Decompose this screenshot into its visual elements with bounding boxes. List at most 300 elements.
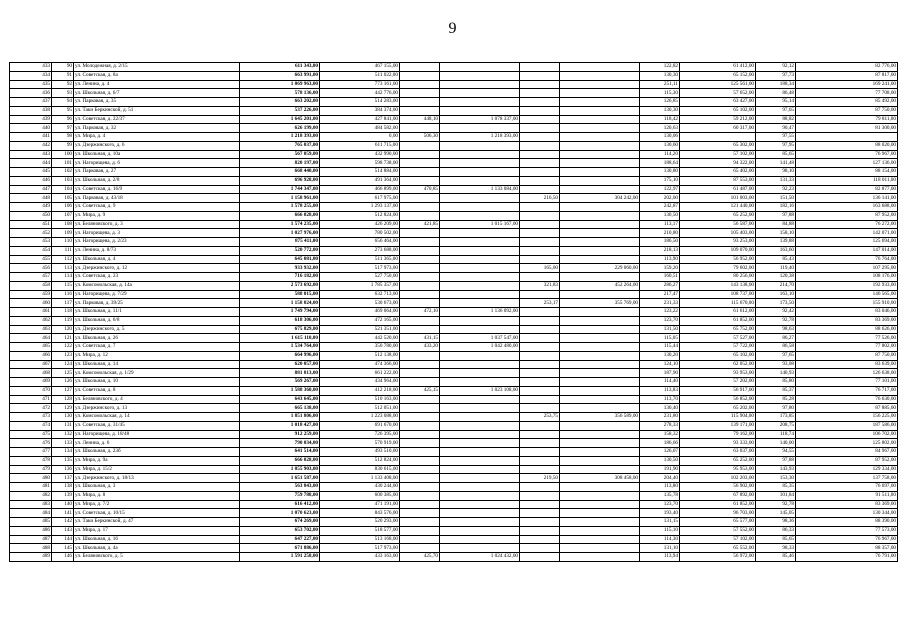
table-cell: 186,66: [640, 439, 680, 448]
table-cell: 65 102,00: [680, 351, 756, 360]
table-cell: [400, 456, 440, 465]
table-cell: 116: [52, 290, 74, 299]
table-cell: 165,00: [520, 264, 560, 273]
table-cell: [560, 439, 640, 448]
table-cell: 101: [52, 159, 74, 168]
table-cell: 126,85: [640, 98, 680, 107]
table-cell: [520, 316, 560, 325]
table-cell: 85,46: [756, 553, 796, 562]
table-row: [10, 238, 898, 247]
table-cell: [400, 395, 440, 404]
table-cell: 1 223 088,00: [320, 413, 400, 422]
table-cell: 432 990,00: [320, 150, 400, 159]
table-cell: ул. Школьная, д. 6/8: [74, 316, 240, 325]
table-cell: 130,06: [640, 133, 680, 142]
table-cell: 100: [52, 150, 74, 159]
table-cell: 1 070 623,00: [240, 509, 320, 518]
table-cell: 472,10: [400, 308, 440, 317]
table-cell: 253,75: [520, 413, 560, 422]
table-cell: 467 155,00: [320, 63, 400, 72]
table-cell: 273 688,00: [320, 246, 400, 255]
table-cell: 82 877,00: [796, 185, 898, 194]
table-cell: [440, 544, 520, 553]
table-cell: [560, 456, 640, 465]
table-cell: 510 163,00: [320, 395, 400, 404]
table-cell: 175,10: [640, 176, 680, 185]
table-cell: 632 713,00: [320, 290, 400, 299]
table-row: [10, 404, 898, 413]
table-cell: ул. Мира, д. 15/2: [74, 465, 240, 474]
table-cell: 118: [52, 308, 74, 317]
table-cell: [520, 526, 560, 535]
table-cell: [440, 124, 520, 133]
table-cell: 140,93: [756, 369, 796, 378]
table-cell: ул. Школьная, д. 23б: [74, 448, 240, 457]
table-cell: 139,88: [756, 238, 796, 247]
table-row: [10, 316, 898, 325]
table-cell: 427 841,00: [320, 115, 400, 124]
table-cell: 139 171,00: [680, 421, 756, 430]
table-cell: 169 241,00: [796, 80, 898, 89]
table-cell: 130,30: [640, 106, 680, 115]
table-cell: [520, 133, 560, 142]
table-cell: ул. Дзержинского, д. 6: [74, 141, 240, 150]
table-cell: 513 168,00: [320, 535, 400, 544]
table-cell: 95 953,00: [680, 465, 756, 474]
table-cell: ул. Парковая, д. 39/25: [74, 299, 240, 308]
table-cell: 88 390,00: [796, 518, 898, 527]
table-cell: 109: [52, 229, 74, 238]
table-cell: [520, 491, 560, 500]
table-cell: 145: [52, 544, 74, 553]
table-cell: 110: [52, 238, 74, 247]
table-cell: ул. Нагорищева, д. 3: [74, 229, 240, 238]
table-cell: ул. Дзержинского, д. 13: [74, 404, 240, 413]
table-cell: 1 158 024,00: [240, 299, 320, 308]
table-cell: [520, 273, 560, 282]
table-cell: 126,07: [640, 448, 680, 457]
table-cell: 113,17: [640, 220, 680, 229]
table-cell: 65 252,00: [680, 211, 756, 220]
table-cell: 108: [52, 220, 74, 229]
table-cell: [400, 518, 440, 527]
table-cell: 457: [10, 273, 52, 282]
table-cell: 480: [10, 474, 52, 483]
table-cell: 61 852,00: [680, 500, 756, 509]
table-cell: 616 412,00: [240, 500, 320, 509]
table-cell: 578 136,00: [240, 89, 320, 98]
table-cell: [520, 378, 560, 387]
table-cell: 119,40: [756, 264, 796, 273]
table-cell: [400, 80, 440, 89]
table-cell: 445: [10, 168, 52, 177]
table-cell: [400, 448, 440, 457]
table-cell: 478: [10, 456, 52, 465]
table-cell: 117: [52, 299, 74, 308]
table-cell: [520, 456, 560, 465]
table-row: [10, 106, 898, 115]
table-cell: [520, 238, 560, 247]
table-cell: [520, 255, 560, 264]
table-cell: 491 364,00: [320, 176, 400, 185]
table-cell: 115 904,00: [680, 413, 756, 422]
table-cell: [520, 308, 560, 317]
table-cell: 448,10: [400, 115, 440, 124]
table-cell: [440, 238, 520, 247]
table-cell: [560, 491, 640, 500]
table-cell: 471: [10, 395, 52, 404]
table-cell: 112: [52, 255, 74, 264]
table-cell: 62 052,00: [680, 360, 756, 369]
table-cell: ул. Парковая, д. 35: [74, 98, 240, 107]
table-cell: 517 973,00: [320, 264, 400, 273]
table-cell: 130,50: [640, 456, 680, 465]
table-cell: [440, 316, 520, 325]
table-cell: [520, 229, 560, 238]
table-cell: ул. Советская, д. 22/37: [74, 115, 240, 124]
table-cell: 193,40: [640, 509, 680, 518]
table-cell: 437: [10, 98, 52, 107]
table-cell: 130,40: [640, 404, 680, 413]
table-cell: 219,50: [520, 474, 560, 483]
table-cell: 210,80: [640, 229, 680, 238]
table-cell: 93 253,00: [680, 238, 756, 247]
table-cell: 120,38: [756, 273, 796, 282]
table-cell: [440, 264, 520, 273]
table-cell: [400, 150, 440, 159]
table-row: [10, 483, 898, 492]
table-cell: 461: [10, 308, 52, 317]
table-cell: 217,47: [640, 290, 680, 299]
table-cell: 567 059,00: [240, 150, 320, 159]
table-row: [10, 203, 898, 212]
table-cell: ул. Школьная, д. 6/7: [74, 89, 240, 98]
table-cell: [520, 168, 560, 177]
table-cell: ул. Школьная, д. 11/1: [74, 308, 240, 317]
table-cell: 163 688,00: [796, 203, 898, 212]
table-cell: 103: [52, 176, 74, 185]
table-cell: 115: [52, 281, 74, 290]
table-cell: 98,10: [756, 168, 796, 177]
table-row: [10, 325, 898, 334]
table-cell: 570 919,00: [320, 439, 400, 448]
table-cell: 97: [52, 124, 74, 133]
table-cell: ул. Советская, д. 8а: [74, 71, 240, 80]
table-cell: 468: [10, 369, 52, 378]
table-cell: 286,27: [640, 281, 680, 290]
table-cell: 464: [10, 334, 52, 343]
table-cell: 668 440,00: [240, 168, 320, 177]
table-cell: 130,50: [640, 211, 680, 220]
table-cell: 130,60: [640, 141, 680, 150]
table-cell: 87 817,00: [796, 71, 898, 80]
table-cell: 563 843,00: [240, 483, 320, 492]
table-cell: 106 702,00: [796, 430, 898, 439]
table-cell: 118,42: [640, 115, 680, 124]
table-cell: [440, 150, 520, 159]
table-cell: [400, 421, 440, 430]
table-cell: 231,80: [640, 413, 680, 422]
table-cell: 512 138,00: [320, 351, 400, 360]
table-cell: 105: [52, 194, 74, 203]
table-cell: 691 670,00: [320, 421, 400, 430]
table-cell: [440, 500, 520, 509]
table-cell: 186,50: [640, 238, 680, 247]
table-cell: 912 259,00: [240, 430, 320, 439]
table-cell: 76 764,00: [796, 255, 898, 264]
table-row: [10, 553, 898, 562]
table-cell: [560, 141, 640, 150]
table-cell: [560, 159, 640, 168]
table-cell: [440, 421, 520, 430]
table-cell: 470: [10, 386, 52, 395]
table-cell: 182,16: [756, 203, 796, 212]
table-cell: [520, 290, 560, 299]
table-cell: 759 788,00: [240, 491, 320, 500]
table-cell: 537 226,00: [240, 106, 320, 115]
table-cell: 77 573,00: [796, 526, 898, 535]
table-cell: 173,85: [756, 413, 796, 422]
table-cell: [440, 255, 520, 264]
table-cell: 521 351,00: [320, 325, 400, 334]
table-row: [10, 159, 898, 168]
table-cell: [520, 80, 560, 89]
table-cell: [560, 133, 640, 142]
table-cell: 129: [52, 404, 74, 413]
table-cell: [400, 124, 440, 133]
table-row: [10, 255, 898, 264]
table-cell: 875 411,00: [240, 238, 320, 247]
table-cell: [520, 465, 560, 474]
table-cell: ул. Мира, д. 9а: [74, 456, 240, 465]
table-cell: [400, 474, 440, 483]
table-row: [10, 273, 898, 282]
table-cell: 65 752,00: [680, 325, 756, 334]
table-cell: 656 464,00: [320, 238, 400, 247]
table-cell: 125 561,00: [680, 80, 756, 89]
table-cell: 86,27: [756, 334, 796, 343]
table-cell: 91: [52, 71, 74, 80]
table-cell: [400, 168, 440, 177]
table-cell: [560, 334, 640, 343]
table-cell: 452: [10, 229, 52, 238]
table-cell: [560, 238, 640, 247]
table-cell: 85,80: [756, 378, 796, 387]
table-cell: 1 024 432,00: [440, 553, 520, 562]
table-cell: 1 042 480,00: [440, 343, 520, 352]
table-cell: 113,83: [640, 386, 680, 395]
table-cell: 134: [52, 448, 74, 457]
table-cell: 192 933,00: [796, 281, 898, 290]
table-cell: ул. Школьная, д. 14: [74, 360, 240, 369]
table-row: [10, 115, 898, 124]
table-cell: 85,37: [756, 386, 796, 395]
table-row: [10, 448, 898, 457]
table-cell: 130: [52, 413, 74, 422]
table-cell: ул. Парковая, д. 43/18: [74, 194, 240, 203]
table-cell: 475: [10, 430, 52, 439]
table-cell: 126 638,00: [796, 369, 898, 378]
table-cell: 208,75: [756, 421, 796, 430]
table-cell: 108 176,00: [796, 273, 898, 282]
table-cell: [520, 63, 560, 72]
table-cell: 1 578 255,00: [240, 203, 320, 212]
table-cell: 442: [10, 141, 52, 150]
table-cell: [560, 229, 640, 238]
table-cell: 472 165,00: [320, 316, 400, 325]
table-cell: 696 928,00: [240, 176, 320, 185]
table-cell: 56 917,00: [680, 386, 756, 395]
table-cell: [520, 343, 560, 352]
table-cell: 218,13: [640, 246, 680, 255]
table-cell: ул. Советская, д. 8: [74, 386, 240, 395]
table-row: [10, 211, 898, 220]
table-cell: 87 885,00: [796, 404, 898, 413]
table-cell: 1 023 108,00: [440, 386, 520, 395]
table-cell: [520, 448, 560, 457]
table-cell: 85,65: [756, 535, 796, 544]
table-cell: 109 070,00: [680, 246, 756, 255]
table-cell: 487: [10, 535, 52, 544]
table-row: [10, 63, 898, 72]
table-cell: [520, 404, 560, 413]
table-cell: 1 851 806,00: [240, 413, 320, 422]
table-cell: 123: [52, 351, 74, 360]
table-cell: [400, 246, 440, 255]
table-cell: 1 018 427,00: [240, 421, 320, 430]
table-cell: 439: [10, 115, 52, 124]
table-cell: 191,90: [640, 465, 680, 474]
table-cell: 780 502,00: [320, 229, 400, 238]
table-cell: [400, 526, 440, 535]
table-cell: 0,00: [320, 133, 400, 142]
table-cell: ул. Беляновского, д. 5: [74, 553, 240, 562]
table-row: [10, 150, 898, 159]
table-cell: ул. Школьная, д. 16: [74, 535, 240, 544]
table-cell: 90,47: [756, 124, 796, 133]
table-cell: 65 577,00: [680, 518, 756, 527]
table-cell: 86,33: [756, 526, 796, 535]
table-cell: 484: [10, 509, 52, 518]
table-cell: [400, 535, 440, 544]
table-cell: 1 037 547,00: [440, 334, 520, 343]
table-cell: [520, 89, 560, 98]
table-cell: 462: [10, 316, 52, 325]
table-cell: 97,73: [756, 71, 796, 80]
table-cell: 131,10: [640, 544, 680, 553]
table-row: [10, 465, 898, 474]
table-cell: 653 702,00: [240, 526, 320, 535]
table-cell: 129 334,00: [796, 465, 898, 474]
table-cell: [440, 89, 520, 98]
table-cell: 620 057,00: [240, 360, 320, 369]
table-cell: 447: [10, 185, 52, 194]
table-cell: ул. Мира, д. 4: [74, 133, 240, 142]
table-cell: [440, 360, 520, 369]
table-cell: 1 785 357,00: [320, 281, 400, 290]
table-cell: 843 576,00: [320, 509, 400, 518]
table-cell: 469 064,00: [320, 308, 400, 317]
table-cell: 87 750,00: [796, 351, 898, 360]
table-cell: 118,74: [756, 430, 796, 439]
table-row: [10, 430, 898, 439]
table-cell: 1 218 393,00: [440, 133, 520, 142]
table-cell: 467: [10, 360, 52, 369]
table-cell: [400, 194, 440, 203]
table-cell: 57 102,00: [680, 535, 756, 544]
table-body: [10, 63, 898, 562]
table-cell: 143: [52, 526, 74, 535]
table-cell: 726 395,00: [320, 430, 400, 439]
table-cell: [400, 439, 440, 448]
table-cell: 253,17: [520, 299, 560, 308]
table-cell: 98: [52, 133, 74, 142]
table-cell: [560, 500, 640, 509]
table-cell: [560, 308, 640, 317]
table-cell: 163,60: [756, 246, 796, 255]
table-cell: [400, 255, 440, 264]
table-cell: [560, 316, 640, 325]
table-cell: 88 154,00: [796, 168, 898, 177]
table-cell: 466 899,00: [320, 185, 400, 194]
table-row: [10, 264, 898, 273]
table-cell: 102: [52, 168, 74, 177]
table-cell: 456: [10, 264, 52, 273]
table-cell: 137: [52, 474, 74, 483]
table-cell: 122: [52, 343, 74, 352]
table-cell: 450: [10, 211, 52, 220]
table-cell: 304 242,00: [560, 194, 640, 203]
table-cell: [400, 290, 440, 299]
table-cell: [440, 203, 520, 212]
table-cell: 473: [10, 413, 52, 422]
table-cell: [440, 413, 520, 422]
table-cell: [440, 281, 520, 290]
table-row: [10, 456, 898, 465]
table-row: [10, 421, 898, 430]
table-cell: [440, 448, 520, 457]
table-cell: ул. Школьная, д. 10а: [74, 150, 240, 159]
table-cell: 131: [52, 421, 74, 430]
table-cell: ул. Советская, д. 7: [74, 343, 240, 352]
table-cell: 229 060,00: [560, 264, 640, 273]
table-cell: 452 264,00: [560, 281, 640, 290]
table-cell: 123,70: [640, 500, 680, 509]
table-cell: 512 824,00: [320, 456, 400, 465]
table-cell: ул. Ленина, д. 8/73: [74, 246, 240, 255]
table-cell: 56 952,00: [680, 255, 756, 264]
table-cell: ул. Ленина, д. 6: [74, 439, 240, 448]
table-cell: [400, 413, 440, 422]
table-cell: 146 565,00: [796, 290, 898, 299]
table-cell: 433: [10, 63, 52, 72]
table-cell: 60 317,00: [680, 124, 756, 133]
table-cell: 485: [10, 518, 52, 527]
table-cell: [400, 378, 440, 387]
table-cell: [560, 150, 640, 159]
table-cell: 472: [10, 404, 52, 413]
table-cell: ул. Молодежная, д. 2/15: [74, 63, 240, 72]
table-cell: 790 034,00: [240, 439, 320, 448]
table-cell: [560, 553, 640, 562]
table-cell: 477: [10, 448, 52, 457]
table-cell: [400, 106, 440, 115]
table-row: [10, 509, 898, 518]
table-cell: 159,20: [640, 264, 680, 273]
table-row: [10, 413, 898, 422]
table-cell: 155 910,00: [796, 299, 898, 308]
table-cell: 76 967,00: [796, 150, 898, 159]
